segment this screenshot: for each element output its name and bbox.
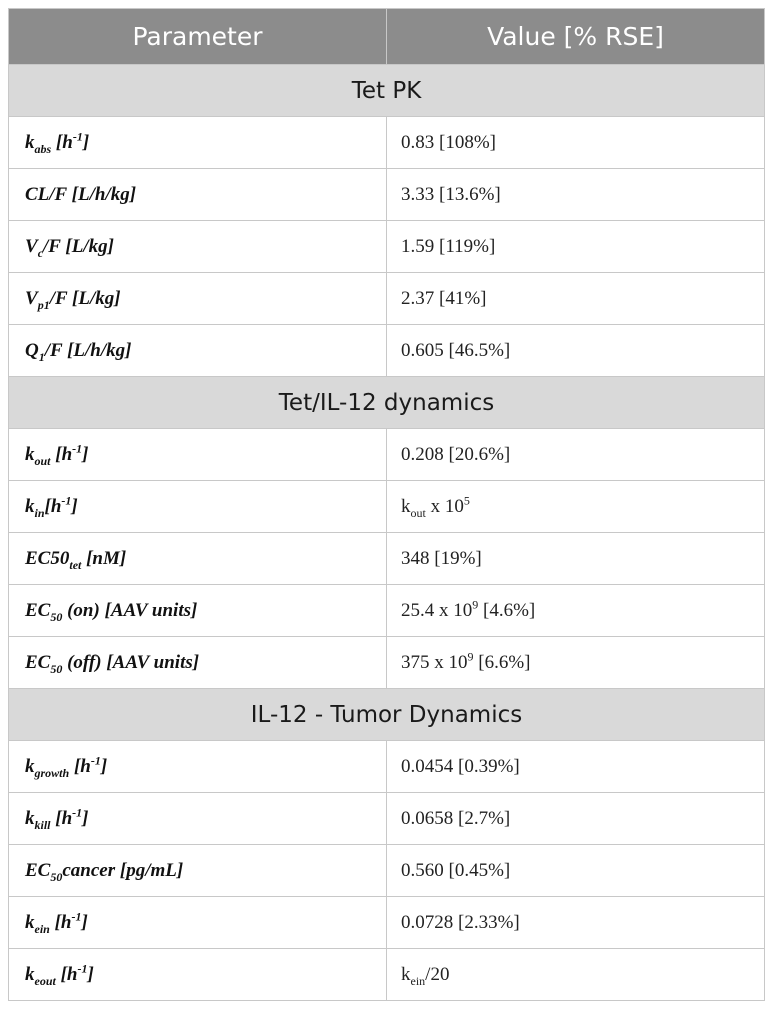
table-row [9, 221, 765, 273]
parameter-value: 375 x $10^9$ [6.6%] [387, 637, 765, 689]
table-row [9, 845, 765, 897]
parameter-value: 25.4 x $10^9$ [4.6%] [387, 585, 765, 637]
section-row [9, 689, 765, 741]
table-row [9, 533, 765, 585]
table-row [9, 481, 765, 533]
header-parameter: Parameter [9, 9, 387, 65]
table-row [9, 949, 765, 1001]
table-row [9, 637, 765, 689]
parameter-name: $k_{out}$ $[h^{-1}]$ [9, 429, 387, 481]
parameter-value: 2.37 [41%] [387, 273, 765, 325]
parameter-name: $V_{p1}/F$ [L/kg] [9, 273, 387, 325]
section-title: Tet PK [9, 65, 765, 117]
parameter-name: $V_c/F$ [L/kg] [9, 221, 387, 273]
parameter-value: 348 [19%] [387, 533, 765, 585]
parameter-name: $EC_{50}$ (on) [AAV units] [9, 585, 387, 637]
table-row [9, 741, 765, 793]
table-row [9, 585, 765, 637]
table-row [9, 325, 765, 377]
parameter-name: $k_{abs}$ $[h^{-1}]$ [9, 117, 387, 169]
parameter-name: $k_{growth}$ $[h^{-1}]$ [9, 741, 387, 793]
table-row [9, 897, 765, 949]
parameter-value: 0.605 [46.5%] [387, 325, 765, 377]
parameter-table [8, 8, 765, 1001]
header-value: Value [% RSE] [387, 9, 765, 65]
section-row [9, 377, 765, 429]
parameter-value: 1.59 [119%] [387, 221, 765, 273]
section-title: Tet/IL-12 dynamics [9, 377, 765, 429]
parameter-name: $k_{eout}$ $[h^{-1}]$ [9, 949, 387, 1001]
parameter-name: $EC50_{tet}$ [nM] [9, 533, 387, 585]
parameter-name: $k_{kill}$ $[h^{-1}]$ [9, 793, 387, 845]
parameter-value: 0.0658 [2.7%] [387, 793, 765, 845]
parameter-value: 0.0454 [0.39%] [387, 741, 765, 793]
parameter-value: 0.208 [20.6%] [387, 429, 765, 481]
parameter-name: $k_{ein}$ $[h^{-1}]$ [9, 897, 387, 949]
table-body [9, 65, 765, 1001]
parameter-name: CL/F [L/h/kg] [9, 169, 387, 221]
parameter-value: 0.560 [0.45%] [387, 845, 765, 897]
table-row [9, 117, 765, 169]
parameter-value: 0.0728 [2.33%] [387, 897, 765, 949]
parameter-name: $k_{in}[h^{-1}]$ [9, 481, 387, 533]
parameter-value: $k_{ein}/20$ [387, 949, 765, 1001]
parameter-value: 0.83 [108%] [387, 117, 765, 169]
parameter-name: $EC_{50}cancer$ [pg/mL] [9, 845, 387, 897]
header-row [9, 9, 765, 65]
parameter-value: $k_{out}$ x $10^5$ [387, 481, 765, 533]
section-row [9, 65, 765, 117]
table-row [9, 273, 765, 325]
table-row [9, 429, 765, 481]
parameter-value: 3.33 [13.6%] [387, 169, 765, 221]
table-row [9, 169, 765, 221]
table-row [9, 793, 765, 845]
parameter-name: $Q_1/F$ [L/h/kg] [9, 325, 387, 377]
section-title: IL-12 - Tumor Dynamics [9, 689, 765, 741]
parameter-name: $EC_{50}$ (off) [AAV units] [9, 637, 387, 689]
